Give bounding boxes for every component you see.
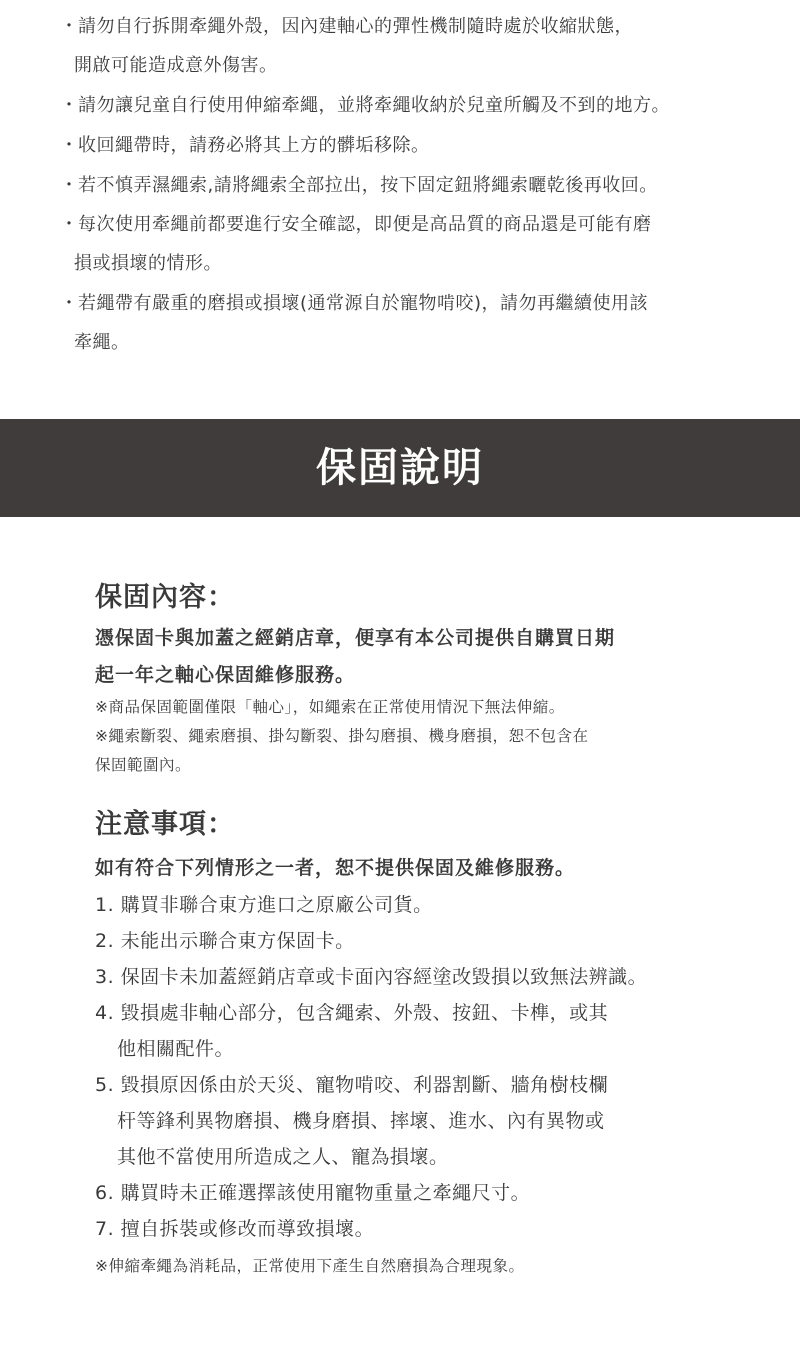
bullet-text: 收回繩帶時，請務必將其上方的髒垢移除。: [78, 135, 430, 156]
notice-item-continued: 杆等鋒利異物磨損、機身磨損、摔壞、進水、內有異物或: [117, 1110, 605, 1132]
notice-item-text: 1. 購買非聯合東方進口之原廠公司貨。: [95, 894, 433, 916]
bullet-dot: ・: [60, 95, 79, 116]
bullet-text-continued: 開啟可能造成意外傷害。: [74, 55, 278, 76]
safety-bullet: [60, 7, 765, 85]
bullet-dot: ・: [60, 175, 79, 196]
notice-section: [95, 805, 735, 1281]
warranty-note: ※繩索斷裂、繩索磨損、掛勾斷裂、掛勾磨損、機身磨損，恕不包含在: [95, 727, 589, 745]
notice-item-continued: 他相關配件。: [117, 1038, 235, 1060]
safety-bullet: [60, 166, 765, 205]
bullet-text: 若繩帶有嚴重的磨損或損壞(通常源自於寵物啃咬)，請勿再繼續使用該: [78, 293, 649, 314]
notice-footnote: ※伸縮牽繩為消耗品，正常使用下產生自然磨損為合理現象。: [95, 1257, 525, 1275]
bullet-text: 請勿自行拆開牽繩外殼，因內建軸心的彈性機制隨時處於收縮狀態，: [78, 16, 633, 37]
notice-item-text: 7. 擅自拆裝或修改而導致損壞。: [95, 1218, 375, 1240]
bullet-text-continued: 牽繩。: [74, 332, 130, 353]
bullet-dot: ・: [60, 293, 79, 314]
notice-item-continued: 其他不當使用所造成之人、寵為損壞。: [117, 1146, 449, 1168]
safety-bullet: [60, 86, 765, 125]
warranty-heading: 保固內容：: [95, 582, 235, 613]
bullet-text-continued: 損或損壞的情形。: [74, 253, 222, 274]
bullet-dot: ・: [60, 214, 79, 235]
warranty-content-section: [95, 578, 735, 780]
warranty-main-line: 起一年之軸心保固維修服務。: [95, 664, 356, 686]
safety-bullet: [60, 126, 765, 165]
notice-item-text: 6. 購買時未正確選擇該使用寵物重量之牽繩尺寸。: [95, 1182, 531, 1204]
notice-item-text: 4. 毀損處非軸心部分，包含繩索、外殼、按鈕、卡榫，或其: [95, 1002, 609, 1024]
safety-bullet: [60, 205, 765, 283]
bullet-dot: ・: [60, 16, 79, 37]
notice-item: [95, 959, 735, 995]
notice-intro: 如有符合下列情形之一者，恕不提供保固及維修服務。: [95, 857, 576, 879]
banner-title: 保固說明: [316, 445, 484, 491]
notice-item: [95, 887, 735, 923]
notice-item-text: 2. 未能出示聯合東方保固卡。: [95, 930, 355, 952]
notice-item: [95, 1175, 735, 1211]
safety-bullets-section: [0, 0, 800, 419]
warranty-note: ※商品保固範圍僅限「軸心」，如繩索在正常使用情況下無法伸縮。: [95, 698, 565, 716]
notice-heading: 注意事項：: [95, 809, 235, 840]
notice-item: [95, 923, 735, 959]
notice-item: [95, 1067, 735, 1175]
warranty-banner: [0, 419, 800, 517]
bullet-text: 若不慎弄濕繩索,請將繩索全部拉出，按下固定鈕將繩索曬乾後再收回。: [78, 175, 658, 196]
bullet-text: 請勿讓兒童自行使用伸縮牽繩，並將牽繩收納於兒童所觸及不到的地方。: [78, 95, 670, 116]
bullet-text: 每次使用牽繩前都要進行安全確認，即便是高品質的商品還是可能有磨: [78, 214, 652, 235]
notice-item-text: 5. 毀損原因係由於天災、寵物啃咬、利器割斷、牆角樹枝欄: [95, 1074, 609, 1096]
warranty-main-line: 憑保固卡與加蓋之經銷店章，便享有本公司提供自購買日期: [95, 627, 616, 649]
warranty-note: 保固範圍內。: [95, 756, 192, 774]
notice-item: [95, 995, 735, 1067]
bullet-dot: ・: [60, 135, 79, 156]
notice-item: [95, 1211, 735, 1247]
safety-bullet: [60, 284, 765, 362]
notice-item-text: 3. 保固卡未加蓋經銷店章或卡面內容經塗改毀損以致無法辨識。: [95, 966, 648, 988]
